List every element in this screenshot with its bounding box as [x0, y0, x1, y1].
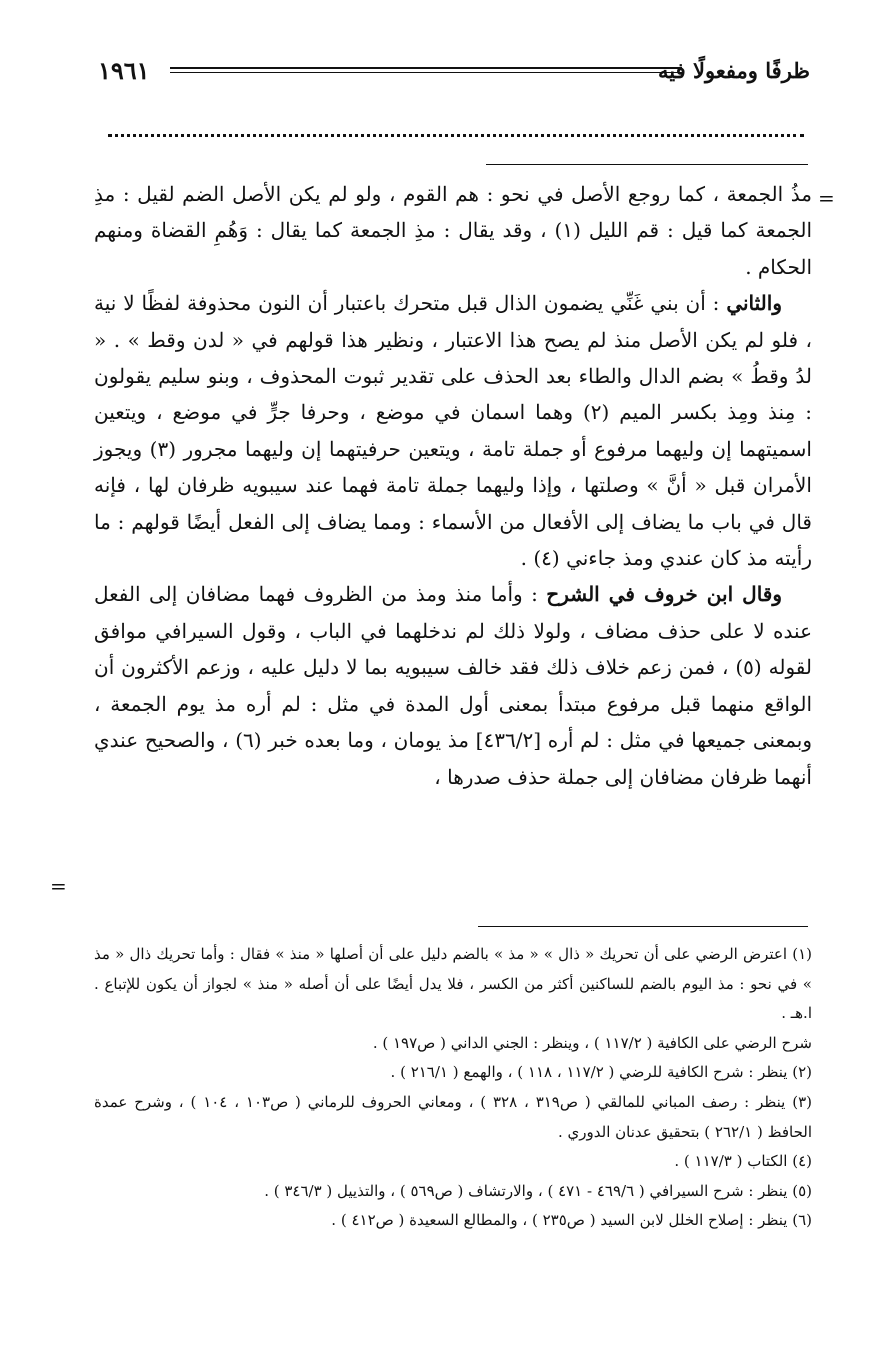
- paragraph-1-text: مذُ الجمعة ، كما روجع الأصل في نحو : هم القوم ، ولو لم يكن الأصل الضم لقيل : مذِ الجمعة كما قيل : قم الليل (١) ، وقد يقال : مذِ الجمعة كما يقال : وَهُمِ القضاة ومنهم الحكام .: [94, 182, 812, 279]
- paragraph-3-lead: وقال ابن خروف في الشرح: [546, 582, 783, 607]
- paragraph-2: [94, 285, 812, 576]
- section-rule: [486, 164, 808, 165]
- paragraph-2-lead: والثاني: [726, 291, 782, 316]
- footnote-6: (٦) ينظر : إصلاح الخلل لابن السيد ( ص٢٣٥ ) ، والمطالع السعيدة ( ص٤١٢ ) .: [331, 1211, 812, 1230]
- paragraph-3: [94, 576, 812, 794]
- paragraph-3-text: : وأما منذ ومذ من الظروف فهما مضافان إلى الفعل عنده لا على حذف مضاف ، ولولا ذلك لم ندخلهما في الباب ، وقول السيرافي موافق لقوله (٥) ، فمن زعم خلاف ذلك فقد خالف سيبويه بما لا دليل عليه ، وزعم الأكثرون أن الواقع منهما قبل مرفوع مبتدأ بمعنى أول المدة في مثل : لم أره مذ يوم الجمعة ، وبمعنى جميعها في مثل : لم أره [٤٣٦/٢] مذ يومان ، وما بعده خبر (٦) ، والصحيح عندي أنهما ظرفان مضافان إلى جملة حذف صدرها ،: [94, 582, 813, 789]
- footnote-4: (٤) الكتاب ( ١١٧/٣ ) .: [674, 1152, 812, 1171]
- continuation-marker-start: =: [818, 186, 835, 210]
- page-header: [98, 52, 810, 92]
- dotted-separator: [108, 114, 804, 137]
- footnotes: [94, 940, 812, 1236]
- page-number: ١٩٦١: [98, 56, 150, 85]
- header-rule: [170, 67, 682, 73]
- running-title: ظرفًا ومفعولًا فيه: [658, 58, 810, 83]
- footnote-1-cont: شرح الرضي على الكافية ( ١١٧/٢ ) ، وينظر : الجني الداني ( ص١٩٧ ) .: [372, 1033, 812, 1052]
- paragraph-2-text: : أن بني غَنِّي يضمون الذال قبل متحرك باعتبار أن النون محذوفة لفظًا لا نية ، فلو لم يكن الأصل منذ لم يصح هذا الاعتبار ، ونظير هذا قولهم في « لدن وقط » . « لدُ وقطُ » بضم الدال والطاء بعد الحذف على تقدير ثبوت المحذوف ، وبنو سليم يقولون : مِنذ ومِذ بكسر الميم (٢) وهما اسمان في موضع ، وحرفا جرٍّ في موضع ، ويتعين اسميتهما إن وليهما مرفوع أو جملة تامة ، ويتعين حرفيتهما إن وليهما مجرور (٣) ويجوز الأمران قبل « أنَّ » وصلتها ، وإذا وليهما جملة تامة فهما عند سيبويه ظرفان لها ، فإنه قال في باب ما يضاف إلى الأفعال من الأسماء : ومما يضاف إلى الفعل أيضًا قولهم : ما رأيته مذ كان عندي ومذ جاءني (٤) .: [94, 291, 812, 571]
- footnote-rule: [478, 926, 808, 927]
- paragraph-1: [94, 176, 812, 285]
- main-text: [94, 176, 812, 795]
- footnote-2: (٢) ينظر : شرح الكافية للرضي ( ١١٧/٢ ، ١١٨ ) ، والهمع ( ٢١٦/١ ) .: [390, 1063, 812, 1082]
- footnote-3: (٣) ينظر : رصف المباني للمالقي ( ص٣١٩ ، ٣٢٨ ) ، ومعاني الحروف للرماني ( ص١٠٣ ، ١٠٤ ) ، وشرح عمدة الحافظ ( ٢٦٢/١ ) بتحقيق عدنان الدوري .: [94, 1092, 812, 1141]
- continuation-marker-end: =: [50, 874, 67, 898]
- footnote-1: (١) اعترض الرضي على أن تحريك « ذال » « مذ » بالضم دليل على أن أصلها « منذ » فقال : وأما تحريك ذال « مذ » في نحو : مذ اليوم بالضم للساكنين أكثر من الكسر ، فلا يدل أيضًا على أن أصله « منذ » لجواز أن يكون للإتباع . ا.هـ .: [94, 945, 812, 1023]
- footnote-5: (٥) ينظر : شرح السيرافي ( ٤٦٩/٦ - ٤٧١ ) ، والارتشاف ( ص٥٦٩ ) ، والتذييل ( ٣٤٦/٣ ) .: [264, 1181, 812, 1200]
